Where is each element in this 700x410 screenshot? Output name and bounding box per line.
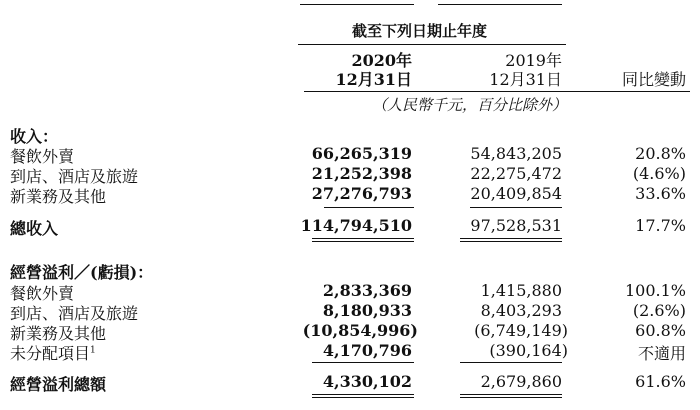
- operating-2020-food: 2,833,369: [322, 281, 412, 300]
- revenue-total-dbl-2019-a: [460, 238, 562, 239]
- operating-2020-instore: 8,180,933: [322, 301, 412, 320]
- operating-total-2020: 4,330,102: [322, 372, 412, 391]
- revenue-total-2019: 97,528,531: [470, 216, 562, 235]
- col-2019-date: 12月31日: [489, 70, 562, 89]
- operating-2020-new: (10,854,996): [302, 321, 418, 340]
- operating-change-food: 100.1%: [624, 281, 686, 300]
- col-2020-date: 12月31日: [335, 70, 412, 89]
- revenue-total-dbl-2019-b: [460, 241, 562, 242]
- header-underline: [304, 91, 690, 92]
- revenue-2020-new: 27,276,793: [311, 184, 412, 203]
- operating-total-dbl-2019-a: [460, 394, 562, 395]
- revenue-2020-food: 66,265,319: [311, 144, 412, 163]
- revenue-total-label: 總收入: [10, 219, 59, 238]
- revenue-change-food: 20.8%: [635, 144, 686, 163]
- revenue-total-dbl-2020-b: [312, 241, 414, 242]
- revenue-label-food: 餐飲外賣: [10, 147, 75, 166]
- operating-total-dbl-2020-a: [312, 394, 414, 395]
- operating-2019-unallocated: (390,164): [489, 341, 568, 360]
- col-2019-year: 2019年: [505, 51, 562, 70]
- revenue-2019-food: 54,843,205: [470, 144, 562, 163]
- revenue-total-dbl-2020-a: [312, 238, 414, 239]
- revenue-total-change: 17.7%: [635, 216, 686, 235]
- revenue-change-instore: (4.6%): [632, 164, 686, 183]
- operating-total-label: 經營溢利總額: [10, 375, 107, 394]
- operating-label-unallocated-text: 未分配項目: [10, 344, 91, 363]
- operating-change-unallocated: 不適用: [637, 344, 686, 363]
- col-change-header: 同比變動: [621, 70, 686, 89]
- period-title-underline: [298, 44, 566, 45]
- revenue-total-2020: 114,794,510: [300, 216, 412, 235]
- operating-total-change: 61.6%: [635, 372, 686, 391]
- operating-change-instore: (2.6%): [632, 301, 686, 320]
- operating-label-food: 餐飲外賣: [10, 284, 75, 303]
- period-title: 截至下列日期止年度: [352, 22, 488, 40]
- revenue-heading: 收入：: [10, 127, 59, 146]
- operating-2020-unallocated: 4,170,796: [322, 341, 412, 360]
- operating-total-dbl-2019-b: [460, 397, 562, 398]
- top-rule-2020: [300, 4, 414, 5]
- operating-2019-instore: 8,403,293: [480, 301, 562, 320]
- footnote-marker: 1: [90, 345, 96, 356]
- operating-total-dbl-2020-b: [312, 397, 414, 398]
- unit-note: （人民幣千元，百分比除外）: [372, 96, 568, 114]
- operating-heading: 經營溢利／(虧損)：: [10, 263, 154, 282]
- operating-label-new: 新業務及其他: [10, 324, 107, 343]
- operating-label-instore: 到店、酒店及旅遊: [10, 304, 139, 323]
- revenue-subtotal-rule-2019: [470, 207, 562, 208]
- revenue-change-new: 33.6%: [635, 184, 686, 203]
- revenue-2019-instore: 22,275,472: [470, 164, 562, 183]
- operating-change-new: 60.8%: [635, 321, 686, 340]
- operating-subtotal-rule-2019: [460, 362, 562, 363]
- operating-2019-food: 1,415,880: [480, 281, 562, 300]
- revenue-subtotal-rule-2020: [324, 207, 414, 208]
- revenue-2019-new: 20,409,854: [470, 184, 562, 203]
- operating-2019-new: (6,749,149): [474, 321, 568, 340]
- revenue-label-instore: 到店、酒店及旅遊: [10, 167, 139, 186]
- operating-total-2019: 2,679,860: [480, 372, 562, 391]
- operating-label-unallocated: [10, 341, 96, 364]
- revenue-label-new: 新業務及其他: [10, 187, 107, 206]
- revenue-2020-instore: 21,252,398: [311, 164, 412, 183]
- top-rule-2019: [438, 4, 562, 5]
- operating-subtotal-rule-2020: [312, 362, 414, 363]
- col-2020-year: 2020年: [351, 51, 412, 70]
